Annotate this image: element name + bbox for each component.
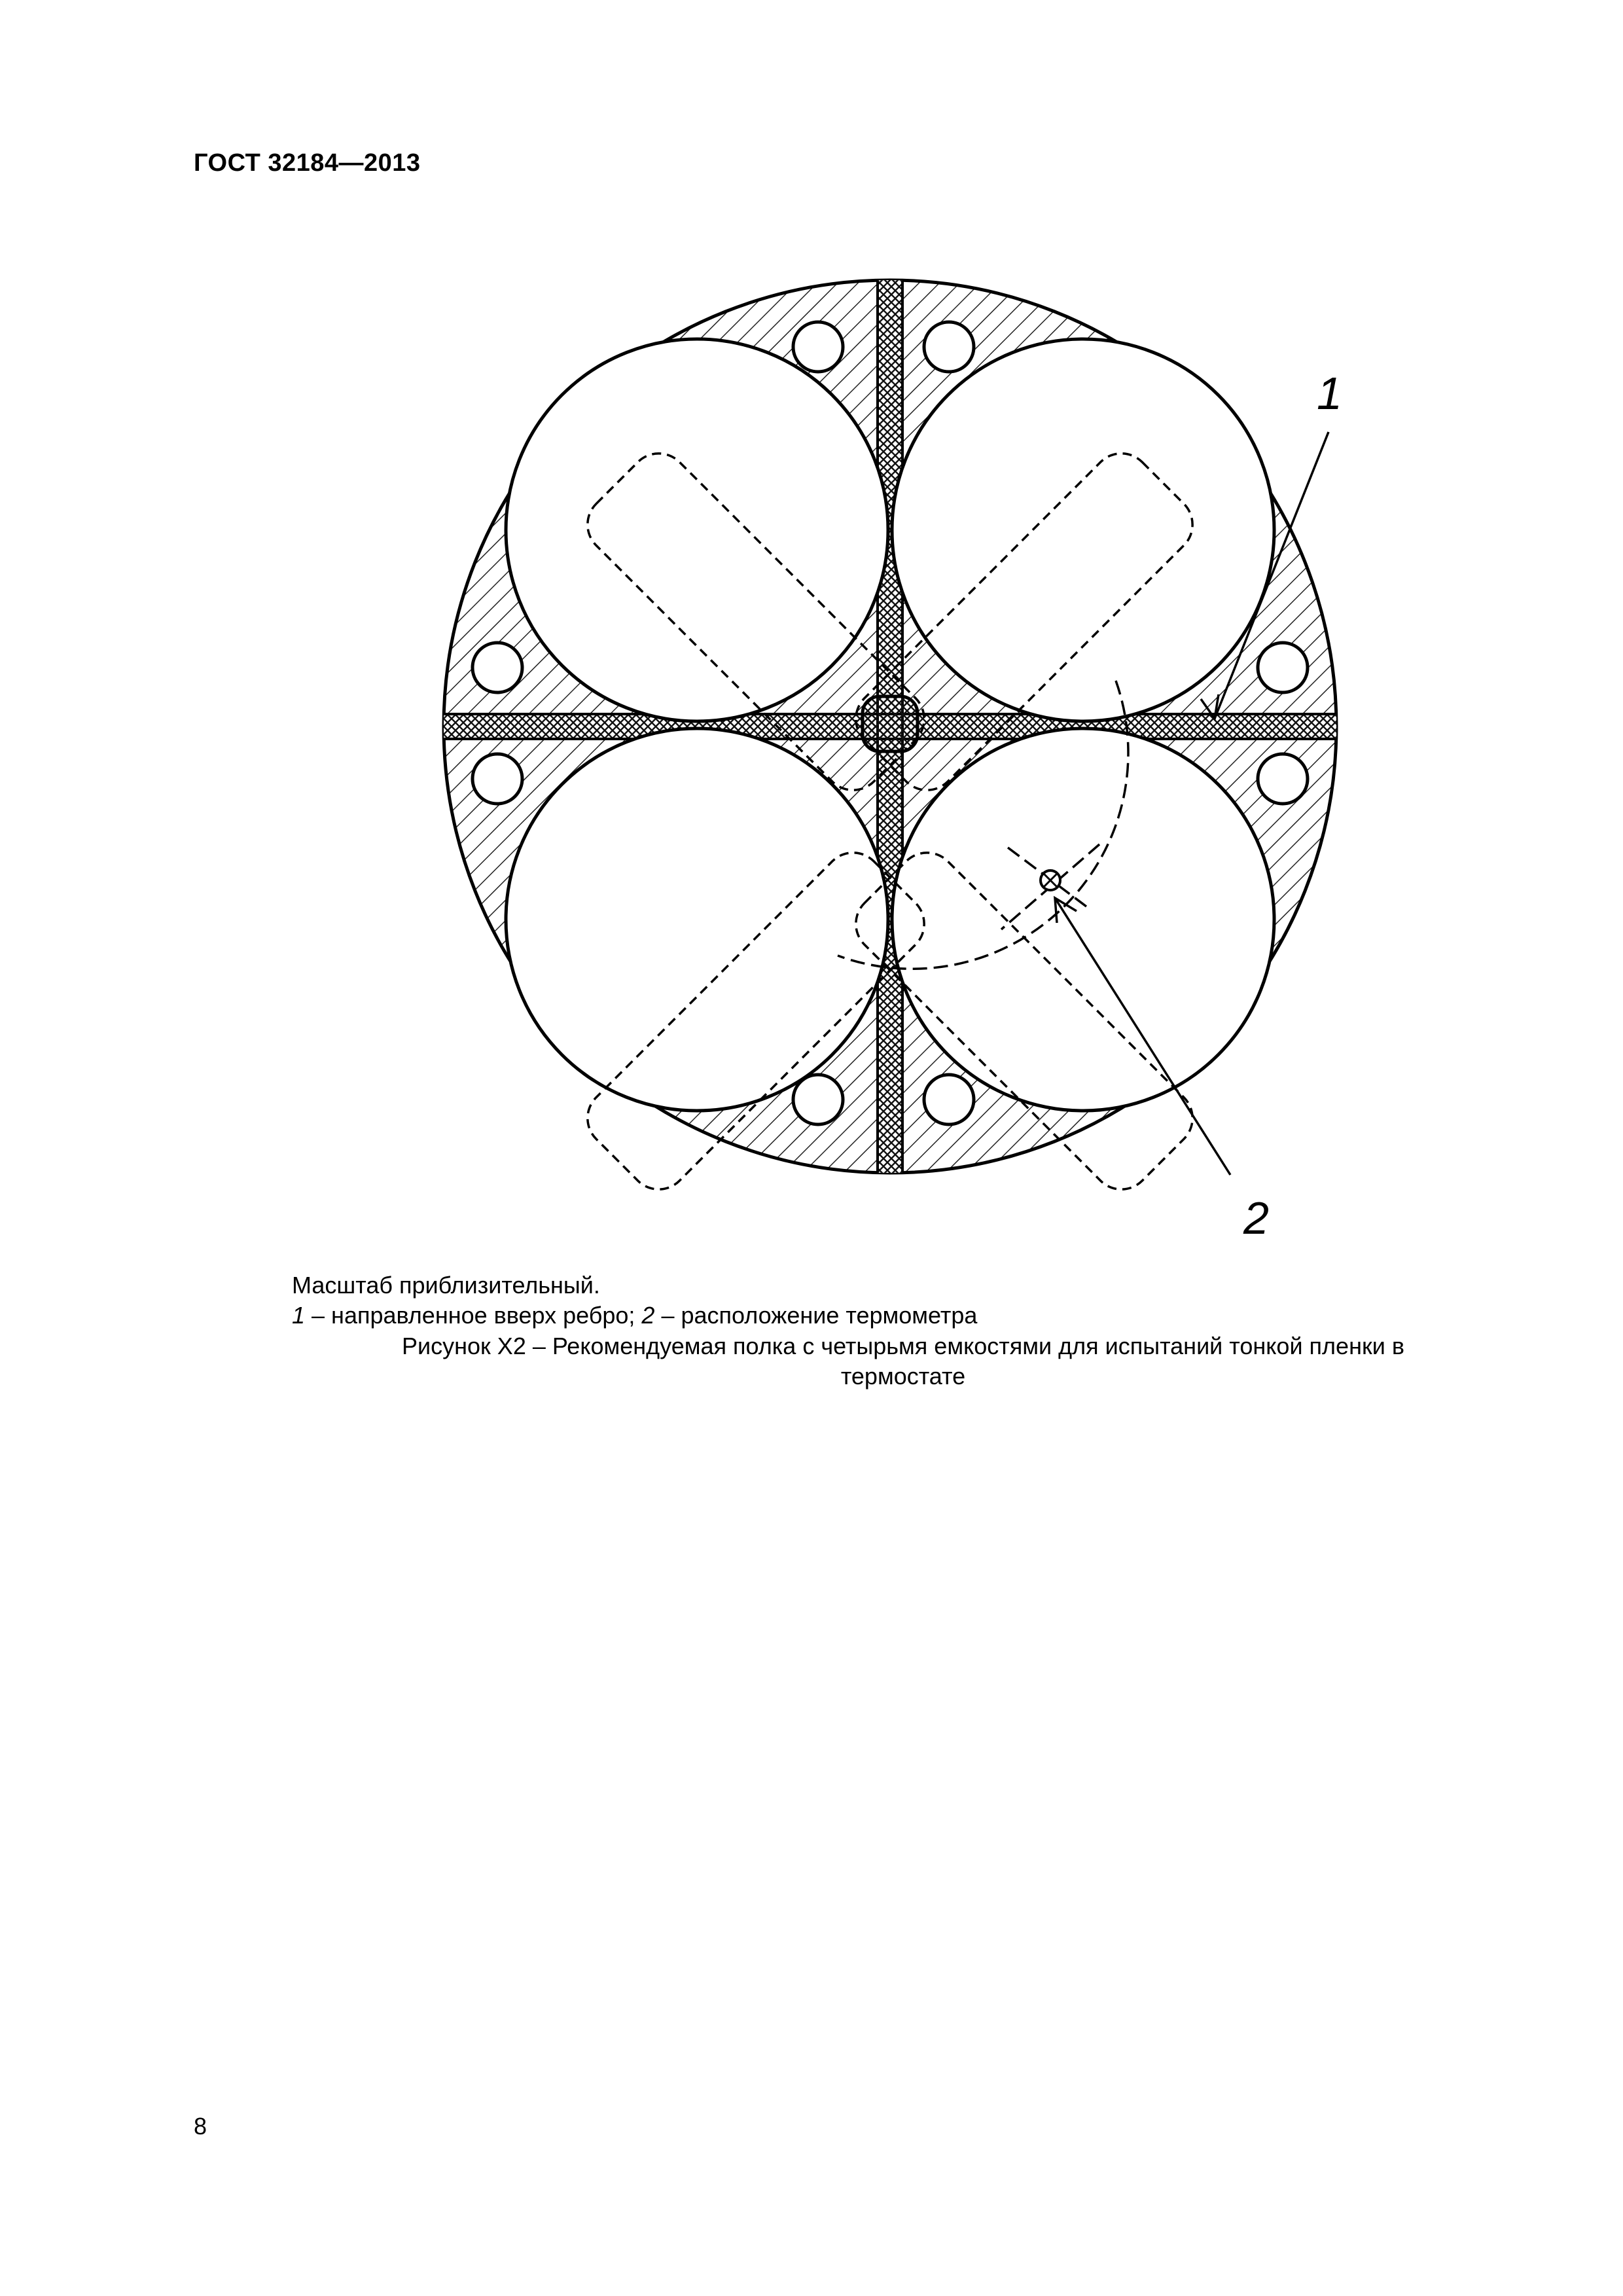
page-number: 8 <box>194 2113 207 2140</box>
callout-1: 1 <box>1317 368 1342 419</box>
figure-caption-line-1: Рисунок Х2 – Рекомендуемая полка с четырьмя емкостями для испытаний тонкой пленки в <box>402 1333 1404 1359</box>
legend-number-1: 1 <box>292 1302 306 1329</box>
figure-caption <box>196 1331 1610 1391</box>
shelf-drawing <box>419 262 1361 1257</box>
legend-desc-2: – расположение термометра <box>654 1302 978 1329</box>
legend-number-2: 2 <box>641 1302 655 1329</box>
rib-center-hub <box>863 696 918 751</box>
callout-2: 2 <box>1243 1193 1269 1244</box>
legend-desc-1: – направленное вверх ребро; <box>305 1302 642 1329</box>
figure-caption-line-2: термостате <box>840 1363 966 1390</box>
legend-line <box>292 1301 977 1330</box>
scale-note: Масштаб приблизительный. <box>292 1272 600 1299</box>
document-code: ГОСТ 32184—2013 <box>194 149 421 177</box>
thermometer-position-marker <box>1041 870 1060 890</box>
